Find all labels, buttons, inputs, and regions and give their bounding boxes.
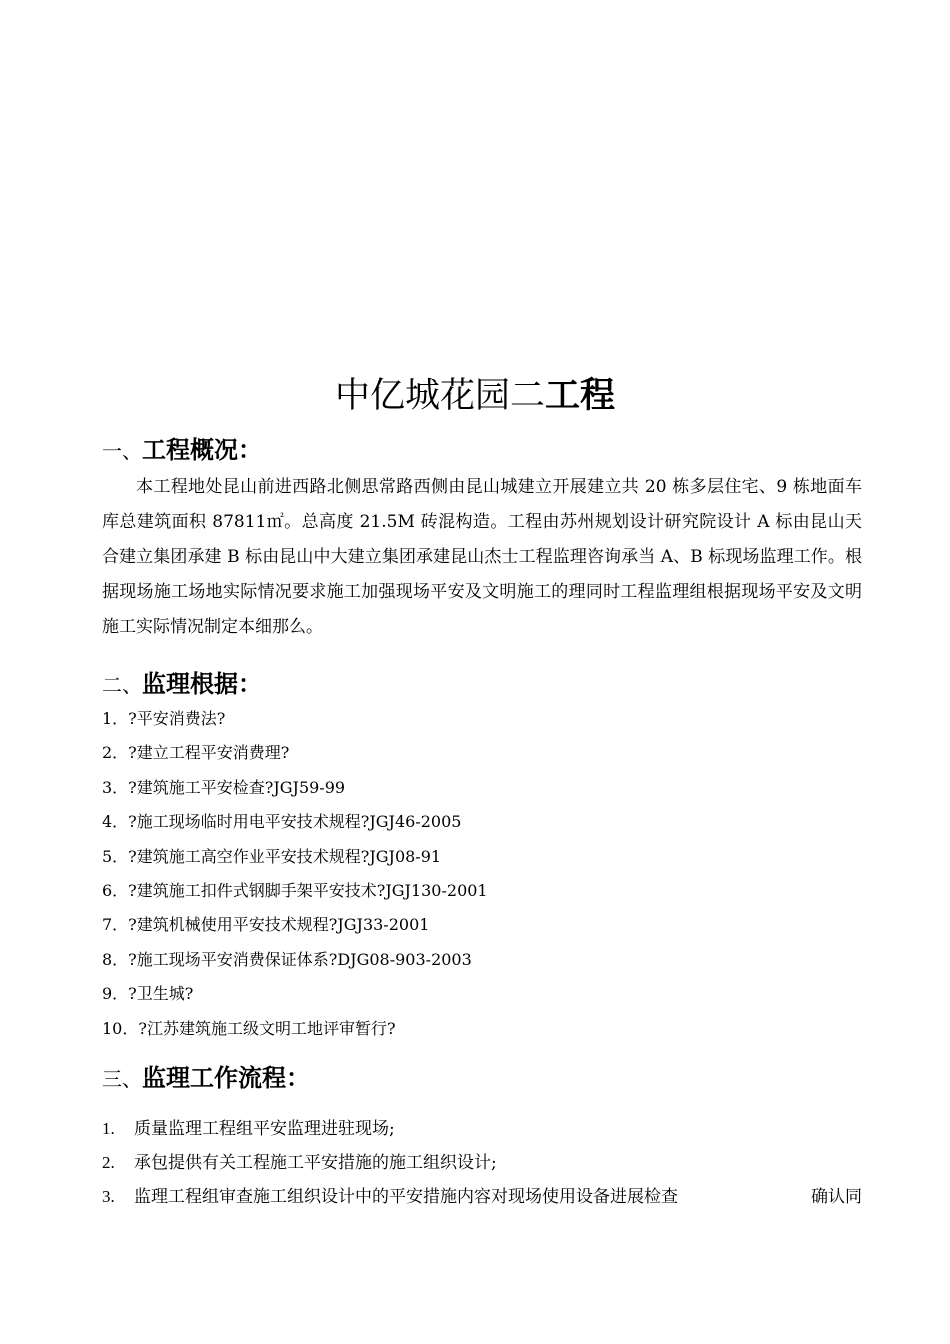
list-item: 8．?施工现场平安消费保证体系?DJG08-903-2003 xyxy=(102,949,472,969)
section-1-number: 一、 xyxy=(102,439,142,463)
list-item: 6．?建筑施工扣件式钢脚手架平安技术?JGJ130-2001 xyxy=(102,880,488,900)
section-1-title: 工程概况： xyxy=(142,436,262,464)
section-3-title: 监理工作流程： xyxy=(142,1064,310,1092)
workflow-list xyxy=(102,1112,862,1214)
section-3-number: 三、 xyxy=(102,1067,142,1091)
list-item: 2．?建立工程平安消费理? xyxy=(102,743,290,763)
list-item: 9．?卫生城? xyxy=(102,984,194,1004)
section-1-paragraph: 本工程地处昆山前进西路北侧思常路西侧由昆山城建立开展建立共 20 栋多层住宅、9 栋地面车库总建筑面积 87811㎡。总高度 21.5M 砖混构造。工程由苏州规划设计研究院设计 A 标由昆山天合建立集团承建 B 标由昆山中大建立集团承建昆山杰士工程监理咨询承当 A、B 标现场监理工作。根据现场施工场地实际情况要求施工加强现场平安及文明施工的理同时工程监理组根据现场平安及文明施工实际情况制定本细那么。 xyxy=(102,477,862,637)
document-title xyxy=(0,372,950,420)
list-item: 10．?江苏建筑施工级文明工地评审暂行? xyxy=(102,1018,396,1038)
list-item xyxy=(102,1180,862,1214)
list-item: 4．?施工现场临时用电平安技术规程?JGJ46-2005 xyxy=(102,812,462,832)
list-item-continuation: 确认同 xyxy=(811,1187,862,1207)
section-2-heading xyxy=(102,668,262,701)
list-item-text: 承包提供有关工程施工平安措施的施工组织设计; xyxy=(134,1153,497,1173)
list-item-number: 3. xyxy=(102,1187,115,1206)
section-2-number: 二、 xyxy=(102,673,142,697)
list-item: 7．?建筑机械使用平安技术规程?JGJ33-2001 xyxy=(102,915,430,935)
list-item-number: 2. xyxy=(102,1153,115,1172)
section-3-heading xyxy=(102,1062,310,1095)
reference-list xyxy=(102,702,862,1046)
list-item-number: 1. xyxy=(102,1119,115,1138)
list-item-text: 监理工程组审查施工组织设计中的平安措施内容对现场使用设备进展检查 xyxy=(134,1187,678,1207)
list-item: 1．?平安消费法? xyxy=(102,709,226,728)
section-1-heading xyxy=(102,434,262,467)
title-emphasis: 工程 xyxy=(545,376,616,416)
list-item: 3．?建筑施工平安检查?JGJ59-99 xyxy=(102,777,346,797)
list-item-text: 质量监理工程组平安监理进驻现场; xyxy=(134,1119,395,1139)
list-item xyxy=(102,1112,862,1146)
section-2-title: 监理根据： xyxy=(142,670,262,698)
title-main: 中亿城花园二 xyxy=(334,376,545,416)
list-item xyxy=(102,1146,862,1180)
list-item: 5．?建筑施工高空作业平安技术规程?JGJ08-91 xyxy=(102,846,442,866)
